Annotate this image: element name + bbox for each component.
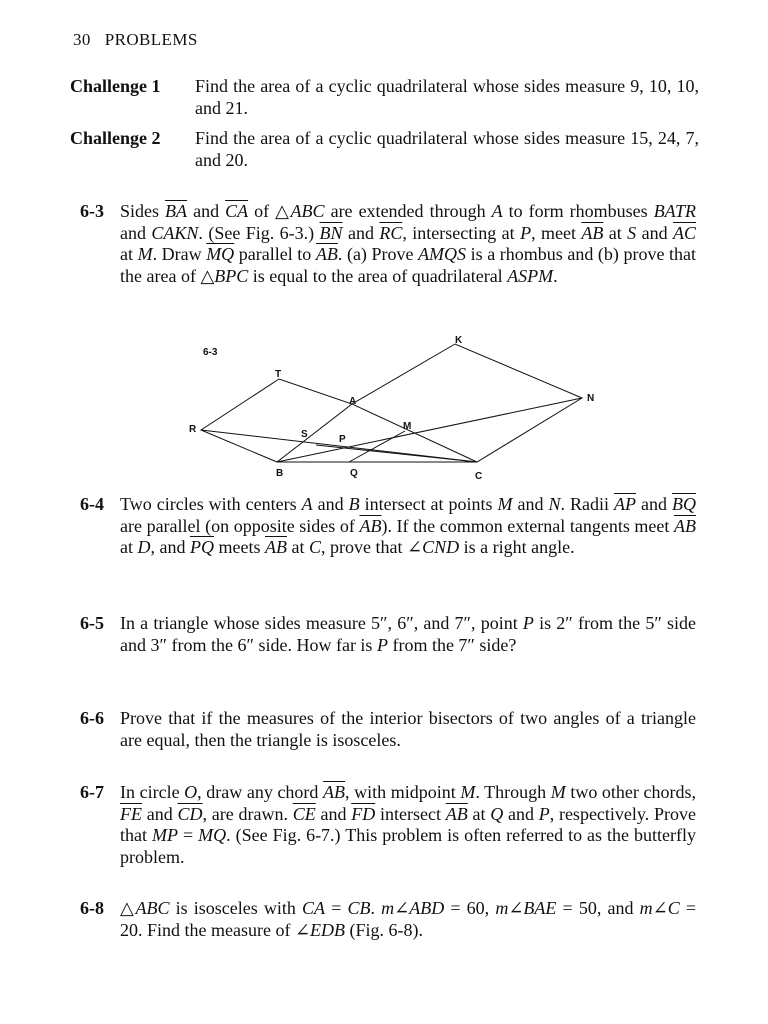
page-header bbox=[73, 30, 198, 50]
label-r: R bbox=[189, 424, 197, 435]
rhombus-cakn bbox=[352, 344, 582, 462]
problem-text: In circle O, draw any chord $\overline{AB}$, with midpoint M. Through M two other chords, $\overline{FE}$ and $\overline{CD}$, are drawn. $\overline{CE}$ and $\overline{FD}$ intersect $\overline{AB}$ at Q and P, respectively. Prove that MP = MQ. (See Fig. 6-7.) This problem is often referred to as the butterfly problem. bbox=[120, 782, 696, 867]
figure-6-3 bbox=[188, 330, 608, 480]
problem-number: 6-5 bbox=[80, 613, 104, 633]
label-n: N bbox=[587, 393, 595, 404]
section-title: PROBLEMS bbox=[104, 30, 198, 49]
problem-number: 6-3 bbox=[80, 201, 104, 221]
label-m: M bbox=[403, 421, 412, 432]
problem-text: Prove that if the measures of the interior bisectors of two angles of a triangle are equal, then the triangle is isosceles. bbox=[120, 708, 696, 750]
label-s: S bbox=[301, 429, 308, 440]
challenge-label: Challenge 1 bbox=[70, 76, 161, 96]
problem-number: 6-6 bbox=[80, 708, 104, 728]
segment-pc bbox=[316, 445, 477, 462]
problem-text: △ABC is isosceles with CA = CB. m∠ABD = 60, m∠BAE = 50, and m∠C = 20. Find the measure of ∠EDB (Fig. 6-8). bbox=[120, 898, 697, 940]
problem-number: 6-7 bbox=[80, 782, 104, 802]
segment-mq bbox=[349, 431, 405, 462]
problem-number: 6-8 bbox=[80, 898, 104, 918]
label-p: P bbox=[339, 434, 346, 445]
problem-text: Sides $\overline{BA}$ and $\overline{CA}$ of △ABC are extended through A to form rhombuses BATR and CAKN. (See Fig. 6-3.) $\overline{BN}$ and $\overline{RC}$, intersecting at P, meet $\overline{AB}$ at S and $\overline{AC}$ at M. Draw $\overline{MQ}$ parallel to $\overline{AB}$. (a) Prove AMQS is a rhombus and (b) prove that the area of △BPC is equal to the area of quadrilateral ASPM. bbox=[120, 201, 697, 286]
challenge-text: Find the area of a cyclic quadrilateral whose sides measure 9, 10, 10, and 21. bbox=[195, 76, 699, 118]
problem-text: Two circles with centers A and B intersect at points M and N. Radii $\overline{AP}$ and $\overline{BQ}$ are parallel (on opposite sides of $\overline{AB}$). If the common external tangents meet $\overline{AB}$ at D, and $\overline{PQ}$ meets $\overline{AB}$ at C, prove that ∠CND is a right angle. bbox=[120, 494, 696, 557]
label-t: T bbox=[275, 369, 282, 380]
label-b: B bbox=[276, 468, 284, 479]
label-a: A bbox=[349, 396, 357, 407]
label-q: Q bbox=[350, 468, 358, 479]
problem-number: 6-4 bbox=[80, 494, 104, 514]
challenge-label: Challenge 2 bbox=[70, 128, 161, 148]
figure-caption: 6-3 bbox=[203, 347, 218, 358]
rhombus-batr bbox=[201, 379, 352, 462]
challenge-text: Find the area of a cyclic quadrilateral whose sides measure 15, 24, 7, and 20. bbox=[195, 128, 699, 170]
label-k: K bbox=[455, 335, 463, 346]
page-number: 30 bbox=[73, 30, 91, 49]
label-c: C bbox=[475, 471, 483, 480]
problem-text: In a triangle whose sides measure 5″, 6″, and 7″, point P is 2″ from the 5″ side and 3″ from the 6″ side. How far is P from the 7″ side? bbox=[120, 613, 696, 655]
segment-bn bbox=[277, 398, 582, 462]
figure-labels bbox=[189, 335, 594, 480]
